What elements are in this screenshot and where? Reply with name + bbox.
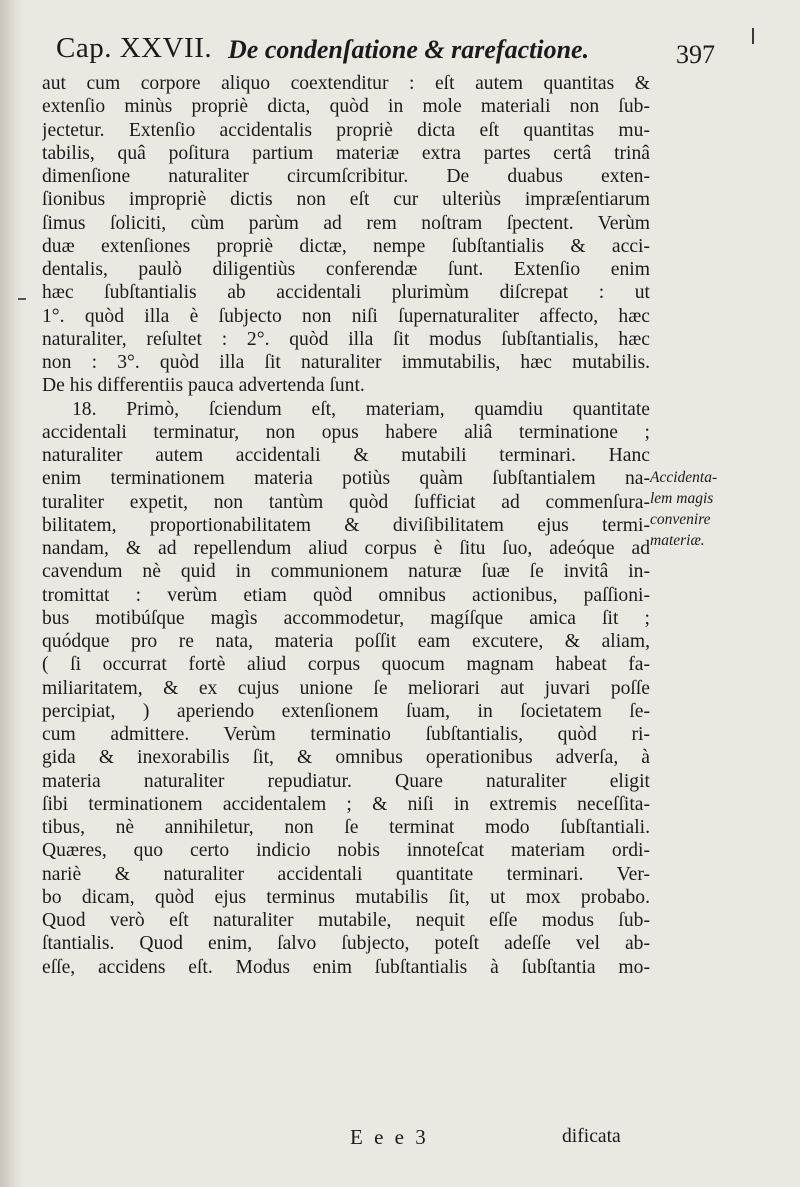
text-line: ( ſi occurrat fortè aliud corpus quocum magnam habeat fa- xyxy=(42,654,650,676)
chapter-title: De condenſatione & rarefactione. xyxy=(228,35,590,64)
text-line: Quæres, quo certo indicio nobis innoteſcat materiam ordi- xyxy=(42,840,650,862)
text-line: gida & inexorabilis ſit, & omnibus operationibus adverſa, à xyxy=(42,747,650,769)
text-line: miliaritatem, & ex cujus unione ſe meliorari aut juvari poſſe xyxy=(42,677,650,699)
signature-mark: E e e 3 xyxy=(350,1125,429,1149)
text-line: nariè & naturaliter accidentali quantitate terminari. Ver- xyxy=(42,863,650,885)
page-number: 397 xyxy=(676,40,715,69)
text-line: percipiat, ) aperiendo extenſionem ſuam, in ſocietatem ſe- xyxy=(42,700,650,722)
text-line: cavendum nè quid in communionem naturæ ſuæ ſe invitâ in- xyxy=(42,561,650,583)
text-line: bus motibúſque magìs accommodetur, magíſque amica ſit ; xyxy=(42,607,650,629)
text-line: nandam, & ad repellendum aliud corpus è ſitu ſuo, adeóque ad xyxy=(42,538,650,559)
text-line: materia naturaliter repudiatur. Quare naturaliter eligit xyxy=(42,770,650,792)
text-line: cum admittere. Verùm terminatio ſubſtantialis, quòd ri- xyxy=(42,724,650,745)
text-line: naturaliter autem accidentali & mutabili terminari. Hanc xyxy=(42,445,650,466)
text-line: dimenſione naturaliter circumſcribitur. De duabus exten- xyxy=(42,166,650,187)
text-line: extenſio minùs propriè dicta, quòd in mole materiali non ſub- xyxy=(42,96,650,118)
text-line: naturaliter, reſultet : 2°. quòd illa ſit modus ſubſtantialis, hæc xyxy=(42,328,650,350)
text-line: enim terminationem materia potiùs quàm ſubſtantialem na- xyxy=(42,468,650,490)
text-line: duæ extenſiones propriè dictæ, nempe ſubſtantialis & acci- xyxy=(42,235,650,257)
text-line: ſionibus impropriè dictis non eſt cur ulteriùs impræſentiarum xyxy=(42,189,650,211)
text-line: dentalis, paulò diligentiùs conferendæ ſunt. Extenſio enim xyxy=(42,259,650,280)
text-line: aut cum corpore aliquo coextenditur : eſt autem quantitas & xyxy=(42,73,650,94)
text-line: De his differentiis pauca advertenda ſunt. xyxy=(42,375,365,397)
text-line: ſibi terminationem accidentalem ; & niſi in extremis neceſſita- xyxy=(42,793,650,815)
text-line: Quod verò eſt naturaliter mutabile, nequit eſſe modus ſub- xyxy=(42,910,650,931)
text-line: ſtantialis. Quod enim, ſalvo ſubjecto, poteſt adeſſe vel ab- xyxy=(42,933,650,955)
text-line: bilitatem, proportionabilitatem & diviſibilitatem ejus termi- xyxy=(42,514,650,536)
text-line: non : 3°. quòd illa ſit naturaliter immutabilis, hæc mutabilis. xyxy=(42,352,650,373)
page-footer xyxy=(350,1125,470,1150)
text-line: turaliter expetit, non tantùm quòd ſufficiat ad commenſura- xyxy=(42,491,650,513)
text-line: tibus, nè annihiletur, non ſe terminat modo ſubſtantiali. xyxy=(42,817,650,838)
text-line: bo dicam, quòd ejus terminus mutabilis ſit, ut mox probabo. xyxy=(42,886,650,908)
text-line: tromittat : verùm etiam quòd omnibus actionibus, paſſioni- xyxy=(42,584,650,606)
margin-note-line: convenire xyxy=(650,511,711,528)
running-header xyxy=(56,32,756,72)
text-line: 1°. quòd illa è ſubjecto non niſi ſupernaturaliter affecto, hæc xyxy=(42,305,650,327)
margin-note-line: Accidenta- xyxy=(650,469,718,486)
margin-note xyxy=(650,467,745,551)
margin-note-line: lem magis xyxy=(650,490,714,507)
text-line: eſſe, accidens eſt. Modus enim ſubſtantialis à ſubſtantia mo- xyxy=(42,956,650,978)
chapter-label: Cap. XXVII. xyxy=(56,32,213,64)
paragraph-start: 18. Primò, ſciendum eſt, materiam, quamdiu quantitate xyxy=(72,398,650,420)
body-text xyxy=(42,72,650,979)
text-line: accidentali terminatur, non opus habere aliâ terminatione ; xyxy=(42,421,650,443)
text-line: tabilis, quâ poſitura partium materiæ extra partes certâ trinâ xyxy=(42,142,650,164)
text-line: quódque pro re nata, materia poſſit eam excutere, & aliam, xyxy=(42,631,650,652)
margin-mark xyxy=(18,298,26,300)
catchword: dificata xyxy=(562,1126,621,1147)
text-line: hæc ſubſtantialis ab accidentali plurimùm diſcrepat : ut xyxy=(42,282,650,304)
text-line: jectetur. Extenſio accidentalis propriè dicta eſt quantitas mu- xyxy=(42,119,650,141)
margin-note-line: materiæ. xyxy=(650,532,705,549)
text-line: ſimus ſoliciti, cùm parùm ad rem noſtram ſpectent. Verùm xyxy=(42,212,650,234)
